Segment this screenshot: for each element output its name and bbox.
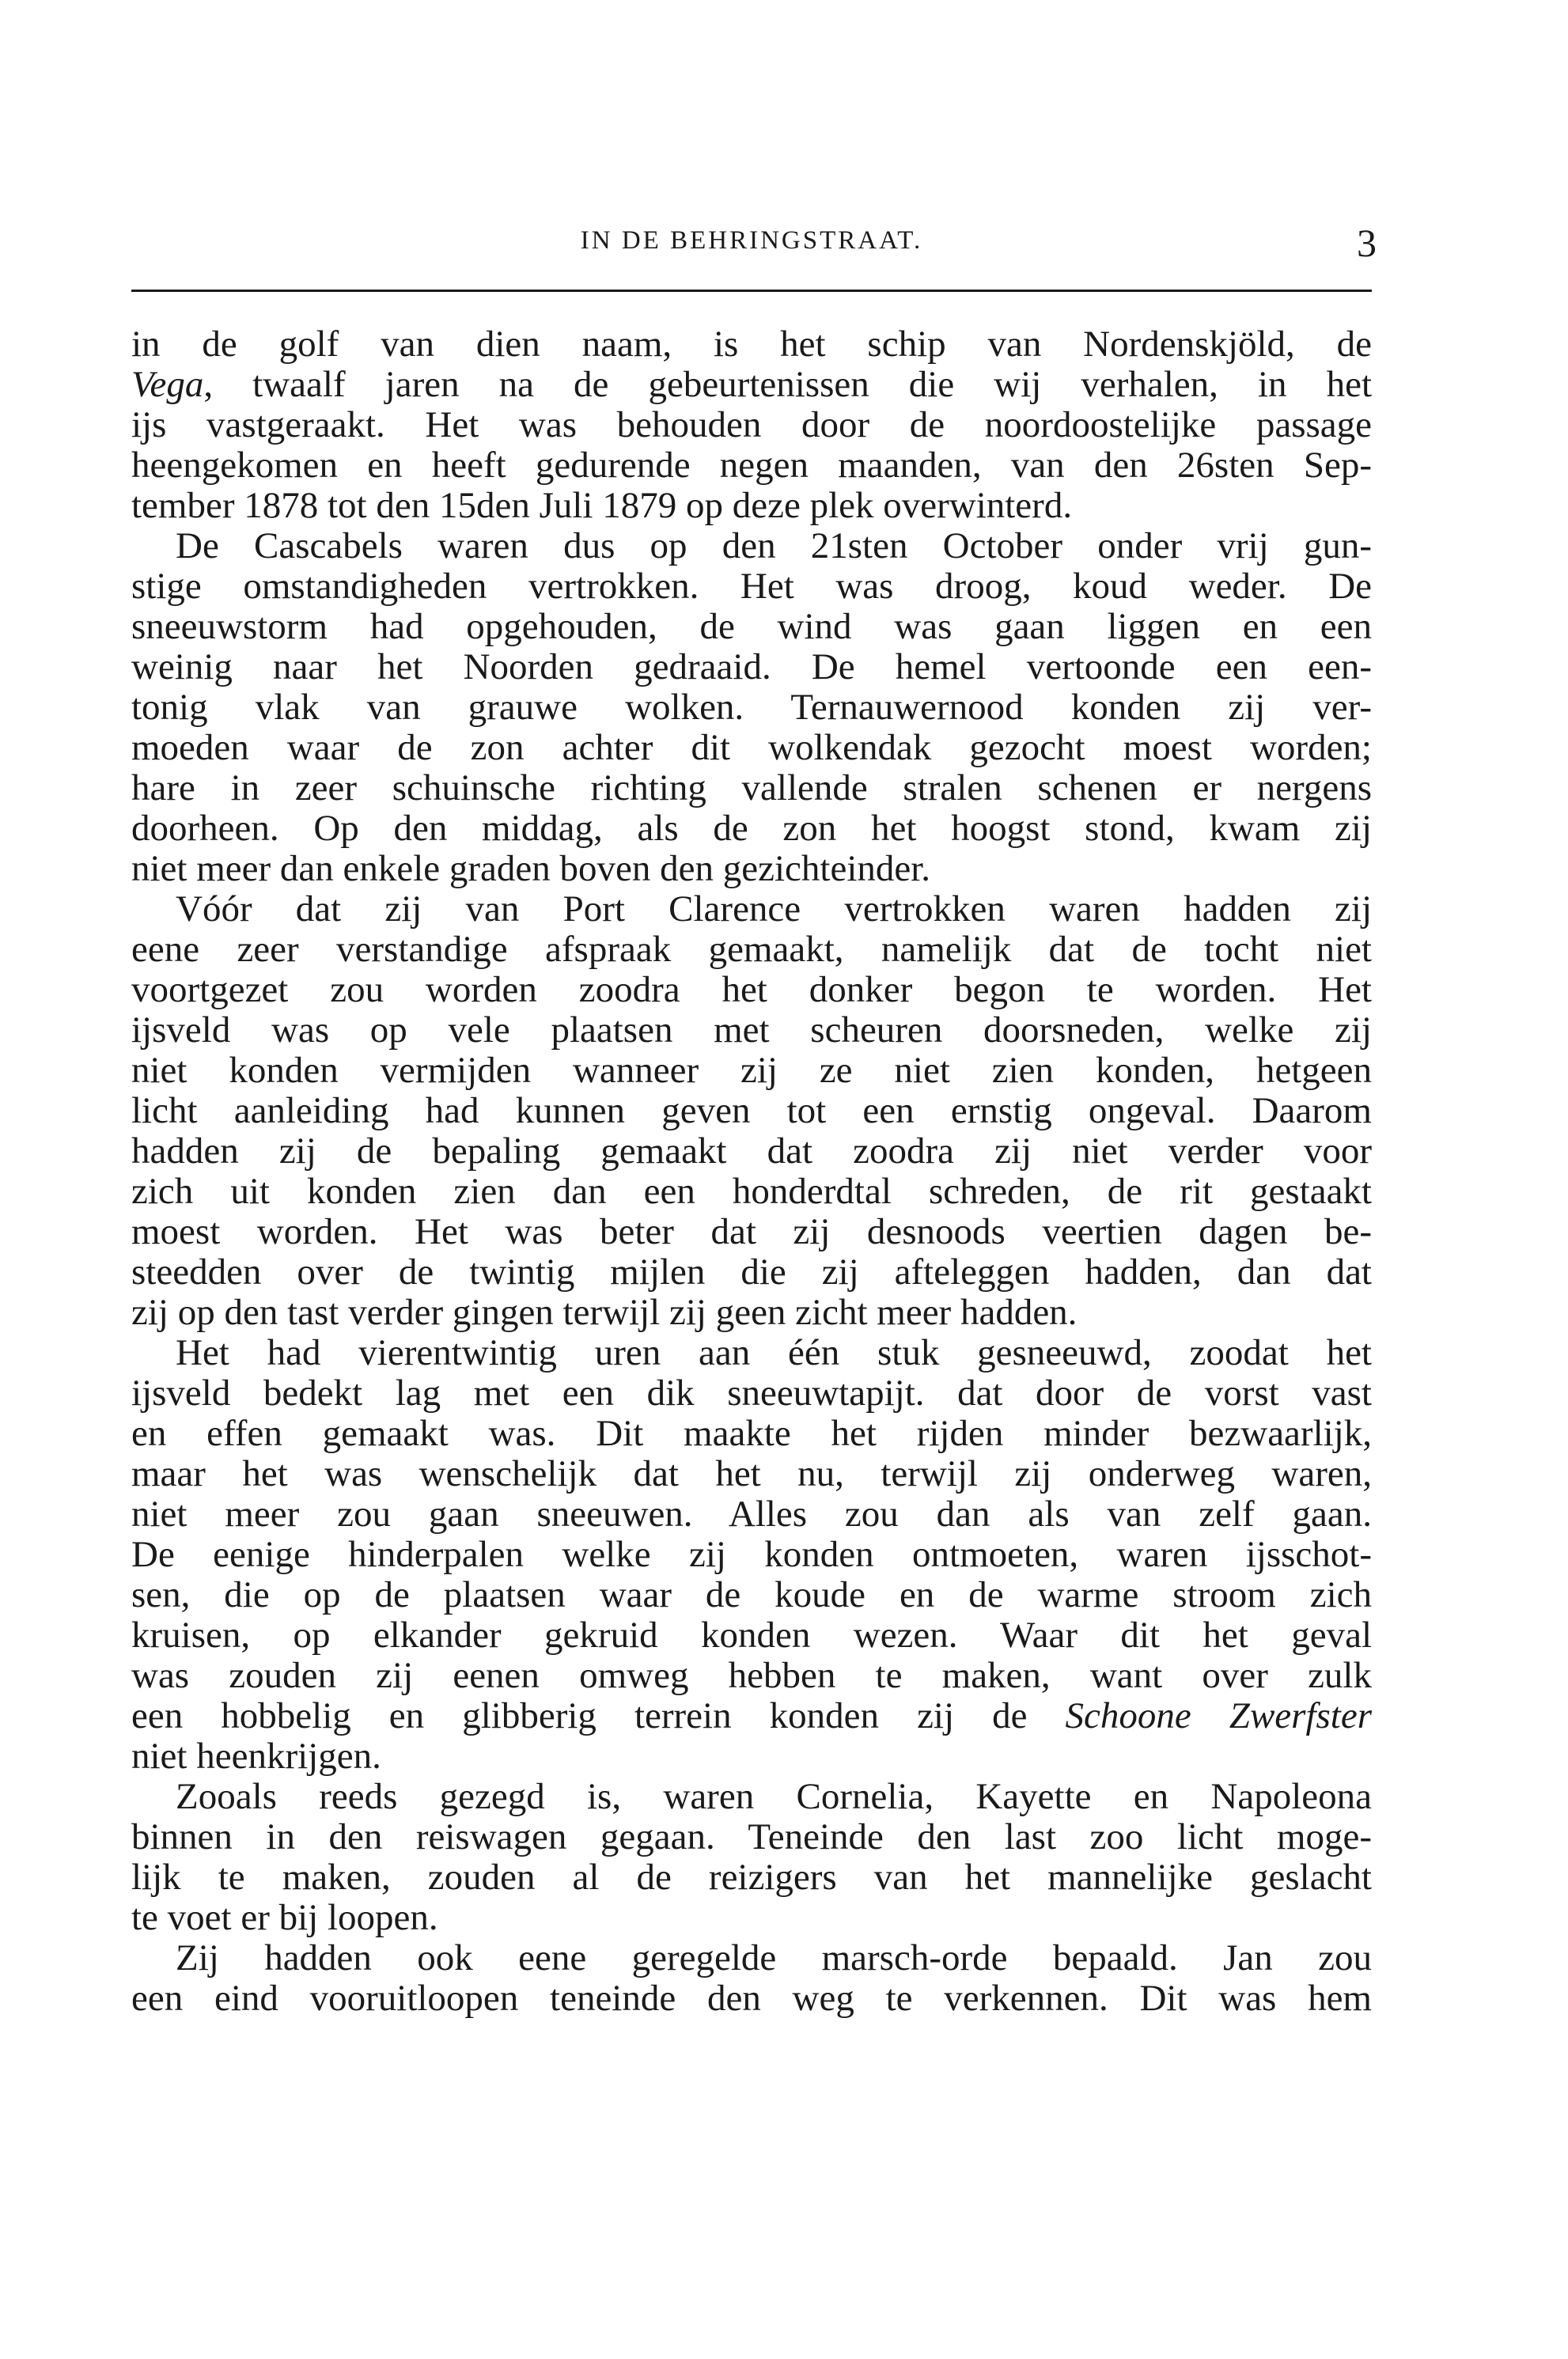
running-head [127,220,1377,267]
text-line: hadden zij de bepaling gemaakt dat zoodra zij niet verder voor [131,1130,1372,1172]
text-line: De eenige hinderpalen welke zij konden ontmoeten, waren ijsschot- [131,1534,1372,1575]
text-line: hare in zeer schuinsche richting vallende stralen schenen er nergens [131,767,1372,808]
text-line: sen, die op de plaatsen waar de koude en de warme stroom zich [131,1574,1372,1615]
text-line: niet konden vermijden wanneer zij ze niet zien konden, hetgeen [131,1050,1372,1091]
text-line [131,365,1372,405]
running-title: IN DE BEHRINGSTRAAT. [580,226,923,255]
text-line: tember 1878 tot den 15den Juli 1879 op deze plek overwinterd. [131,485,1073,526]
text-line: Het had vierentwintig uren aan één stuk gesneeuwd, zoodat het [176,1332,1372,1373]
text-line: Zooals reeds gezegd is, waren Cornelia, Kayette en Napoleona [176,1776,1372,1817]
text-line: sneeuwstorm had opgehouden, de wind was gaan liggen en een [131,606,1372,647]
text-line: Vóór dat zij van Port Clarence vertrokken waren hadden zij [176,888,1372,930]
text-line [131,1696,1372,1736]
text-line: zich uit konden zien dan een honderdtal schreden, de rit gestaakt [131,1171,1372,1212]
text-line: niet meer dan enkele graden boven den gezichteinder. [131,848,931,889]
text-line: steedden over de twintig mijlen die zij afteleggen hadden, dan dat [131,1251,1372,1293]
text-line: een eind vooruitloopen teneinde den weg te verkennen. Dit was hem [131,1978,1372,2019]
body-text [131,324,1372,2019]
text-line: ijs vastgeraakt. Het was behouden door de noordoostelijke passage [131,404,1372,445]
text-line: te voet er bij loopen. [131,1897,438,1938]
text-line: moest worden. Het was beter dat zij desnoods veertien dagen be- [131,1211,1372,1252]
italic-text: Vega [131,364,204,405]
text-line: zij op den tast verder gingen terwijl zij geen zicht meer hadden. [131,1292,1078,1333]
page-number: 3 [1357,221,1377,265]
text-line: in de golf van dien naam, is het schip van Nordenskjöld, de [131,324,1372,365]
text-line: lijk te maken, zouden al de reizigers van het mannelijke geslacht [131,1857,1372,1898]
text-line: doorheen. Op den middag, als de zon het hoogst stond, kwam zij [131,808,1372,849]
text-line: ijsveld bedekt lag met een dik sneeuwtapijt. dat door de vorst vast [131,1373,1372,1414]
text-line: ijsveld was op vele plaatsen met scheuren doorsneden, welke zij [131,1009,1372,1051]
text-line: stige omstandigheden vertrokken. Het was droog, koud weder. De [131,566,1372,607]
text-line: binnen in den reiswagen gegaan. Teneinde den last zoo licht moge- [131,1816,1372,1857]
header-rule [131,290,1372,292]
text-line: voortgezet zou worden zoodra het donker begon te worden. Het [131,969,1372,1010]
text-line: was zouden zij eenen omweg hebben te maken, want over zulk [131,1655,1372,1696]
text-run: , twaalf jaren na de gebeurtenissen die wij verhalen, in het [203,364,1372,405]
text-line: Zij hadden ook eene geregelde marsch-orde bepaald. Jan zou [176,1937,1372,1978]
text-line: licht aanleiding had kunnen geven tot een ernstig ongeval. Daarom [131,1090,1372,1131]
text-run: een hobbelig en glibberig terrein konden zij de [131,1695,1066,1736]
text-line: heengekomen en heeft gedurende negen maanden, van den 26sten Sep- [131,445,1372,486]
text-line: maar het was wenschelijk dat het nu, terwijl zij onderweg waren, [131,1453,1372,1494]
text-line: moeden waar de zon achter dit wolkendak gezocht moest worden; [131,727,1372,768]
text-line: niet meer zou gaan sneeuwen. Alles zou dan als van zelf gaan. [131,1494,1372,1535]
text-line: De Cascabels waren dus op den 21sten October onder vrij gun- [176,525,1372,566]
italic-text: Schoone Zwerfster [1065,1695,1373,1736]
text-line: niet heenkrijgen. [131,1736,381,1777]
text-line: weinig naar het Noorden gedraaid. De hemel vertoonde een een- [131,646,1372,687]
text-line: kruisen, op elkander gekruid konden wezen. Waar dit het geval [131,1615,1372,1656]
text-line: eene zeer verstandige afspraak gemaakt, namelijk dat de tocht niet [131,929,1372,970]
text-line: tonig vlak van grauwe wolken. Ternauwernood konden zij ver- [131,687,1372,728]
text-line: en effen gemaakt was. Dit maakte het rijden minder bezwaarlijk, [131,1413,1372,1454]
